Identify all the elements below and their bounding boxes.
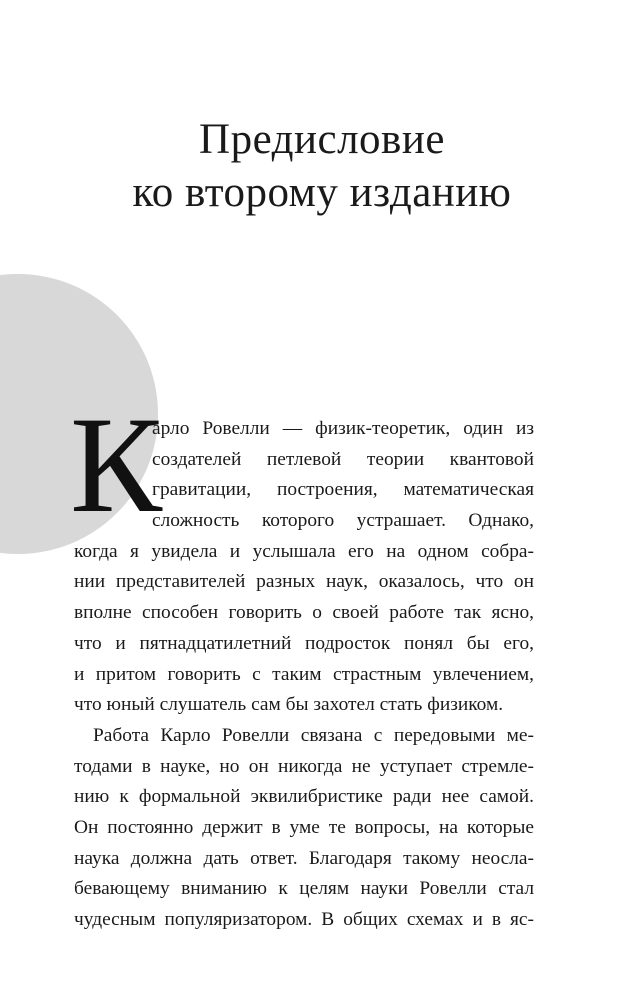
page-title [0,113,644,219]
drop-cap: К [70,388,163,541]
text-line: создателей петлевой теории квантовой [152,448,534,470]
text-line: чудесным популяризатором. В общих схемах и в яс- [74,909,534,930]
text-line: что и пятнадцатилетний подросток понял бы его, [74,632,534,654]
body-text [74,414,534,936]
text-line: нию к формальной эквилибристике ради нее самой. [74,786,534,808]
text-line: нии представителей разных наук, оказалось, что он [74,571,534,593]
text-line: гравитации, построения, математическая [152,479,534,501]
title-line-1: Предисловие [199,115,445,163]
text-line: сложность которого устрашает. Однако, [152,510,534,532]
text-line: Он постоянно держит в уме те вопросы, на которые [74,816,534,838]
text-line: арло Ровелли — физик-теоретик, один из [152,418,534,439]
text-line: тодами в науке, но он никогда не уступает стремле- [74,755,534,777]
paragraph-2 [74,721,534,936]
text-line: наука должна дать ответ. Благодаря такому неосла- [74,847,534,869]
text-line: бевающему вниманию к целям науки Ровелли стал [74,878,534,900]
text-line: что юный слушатель сам бы захотел стать физиком. [74,694,504,716]
text-line: и притом говорить с таким страстным увлечением, [74,663,534,685]
paragraph-1 [74,414,534,721]
text-line: когда я увидела и услышала его на одном собра- [74,540,534,562]
text-line: вполне способен говорить о своей работе так ясно, [74,602,534,624]
text-line: Работа Карло Ровелли связана с передовыми ме- [93,724,534,746]
title-line-2: ко второму изданию [132,168,512,216]
